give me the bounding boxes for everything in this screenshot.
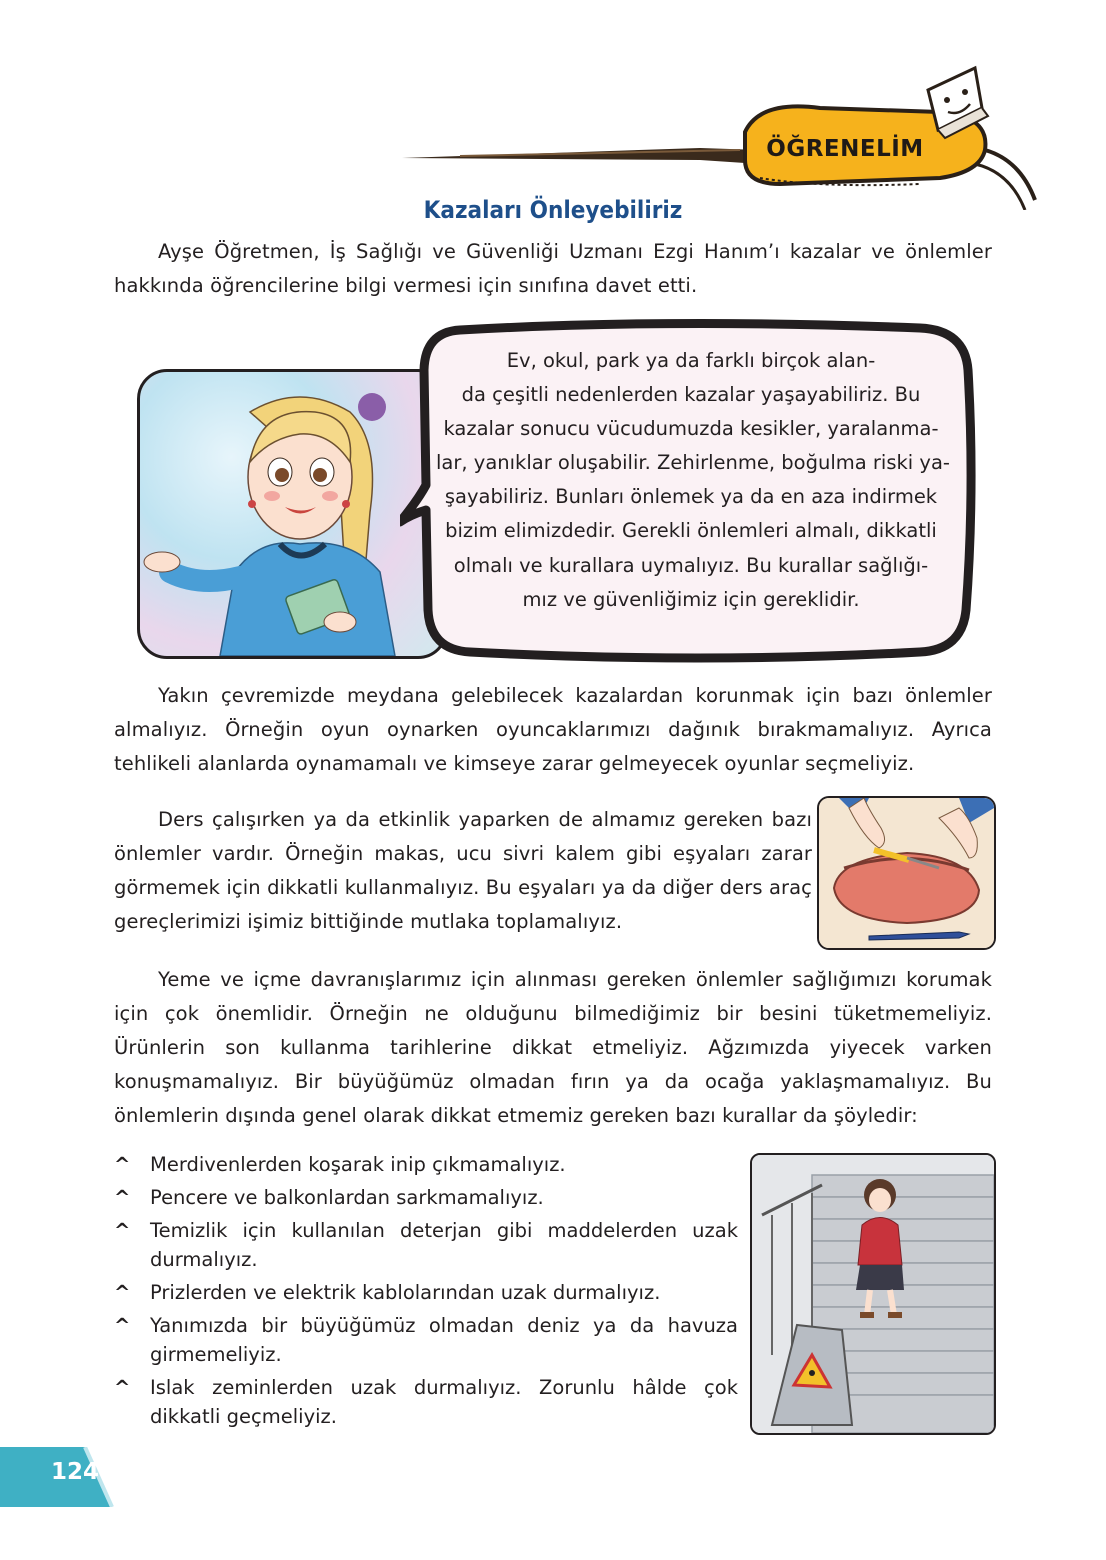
banner-graphic [400, 60, 1040, 210]
speech-line: mız ve güvenliğimiz için gereklidir. [522, 587, 860, 611]
pencil-case-illustration [817, 796, 996, 950]
rule-text: Temizlik için kullanılan deterjan gibi maddelerden uzak durmalıyız. [150, 1219, 738, 1271]
list-item [114, 1216, 738, 1274]
stairs-illustration [750, 1153, 996, 1435]
rule-text: Yanımızda bir büyüğümüz olmadan deniz ya da havuza girmemeliyiz. [150, 1314, 738, 1366]
bullet-caret: ^ [114, 1376, 131, 1399]
speech-bubble-text [436, 344, 950, 617]
bullet-caret: ^ [114, 1219, 131, 1242]
list-item [114, 1278, 738, 1307]
rule-text: Prizlerden ve elektrik kablolarından uzak durmalıyız. [150, 1281, 661, 1304]
intro-paragraph: Ayşe Öğretmen, İş Sağlığı ve Güvenliği Uzmanı Ezgi Hanım’ı kazalar ve önlemler hakkında öğrencilerine bilgi vermesi için sınıfına davet etti. [114, 240, 992, 297]
speech-line: kazalar sonucu vücudumuzda kesikler, yaralanma- [443, 417, 939, 441]
bullet-caret: ^ [114, 1186, 131, 1209]
paragraph-food-safety: Yeme ve içme davranışlarımız için alınması gereken önlemler sağlığımızı korumak için çok önemlidir. Örneğin ne olduğunu bilmediğimiz bir besini tüketmemeliyiz. Ürünlerin son kullanma tarihlerine dikkat etmeliyiz. Ağzımızda yiyecek varken konuşmamalıyız. Bir büyüğümüz olmadan fırın ya da ocağa yaklaşmamalıyız. Bu önlemlerin dışında genel olarak dikkat etmemiz gereken bazı kurallar da şöyledir: [114, 968, 992, 1127]
speech-line: da çeşitli nedenlerden kazalar yaşayabiliriz. Bu [461, 383, 921, 407]
list-item [114, 1373, 738, 1431]
paragraph-play-safety: Yakın çevremizde meydana gelebilecek kazalardan korunmak için bazı önlemler almalıyız. Örneğin oyun oynarken oyuncaklarımızı dağınık bırakmamalıyız. Ayrıca tehlikeli alanlarda oynamamalı ve kimseye zarar gelmeyecek oyunlar seçmeliyiz. [114, 684, 992, 775]
bullet-caret: ^ [114, 1281, 131, 1304]
rules-list [114, 1150, 738, 1435]
list-item [114, 1183, 738, 1212]
rule-text: Islak zeminlerden uzak durmalıyız. Zorunlu hâlde çok dikkatli geçmeliyiz. [150, 1376, 738, 1428]
page-title: Kazaları Önleyebiliriz [423, 196, 683, 224]
list-item [114, 1311, 738, 1369]
speech-line: olmalı ve kurallara uymalıyız. Bu kurallar sağlığı- [453, 553, 929, 577]
page-number: 124 [50, 1459, 99, 1485]
rule-text: Pencere ve balkonlardan sarkmamalıyız. [150, 1186, 544, 1209]
list-item [114, 1150, 738, 1179]
paragraph-study-safety: Ders çalışırken ya da etkinlik yaparken de almamız gereken bazı önlemler vardır. Örneğin makas, ucu sivri kalem gibi eşyaları zarar görmemek için dikkatli kullanmalıyız. Bu eşyaları ya da diğer ders araç gereçlerimizi işimiz bittiğinde mutlaka toplamalıyız. [114, 808, 812, 933]
bullet-caret: ^ [114, 1314, 131, 1337]
speech-line: bizim elimizdedir. Gerekli önlemleri almalı, dikkatli [445, 519, 937, 543]
banner-label: ÖĞRENELİM [766, 136, 924, 162]
speech-line: şayabiliriz. Bunları önlemek ya da en aza indirmek [444, 485, 938, 509]
speech-line: Ev, okul, park ya da farklı birçok alan- [506, 349, 876, 372]
speech-line: lar, yanıklar oluşabilir. Zehirlenme, boğulma riski ya- [436, 451, 950, 475]
section-banner [400, 60, 1040, 210]
rule-text: Merdivenlerden koşarak inip çıkmamalıyız. [150, 1153, 566, 1176]
bullet-caret: ^ [114, 1153, 131, 1176]
